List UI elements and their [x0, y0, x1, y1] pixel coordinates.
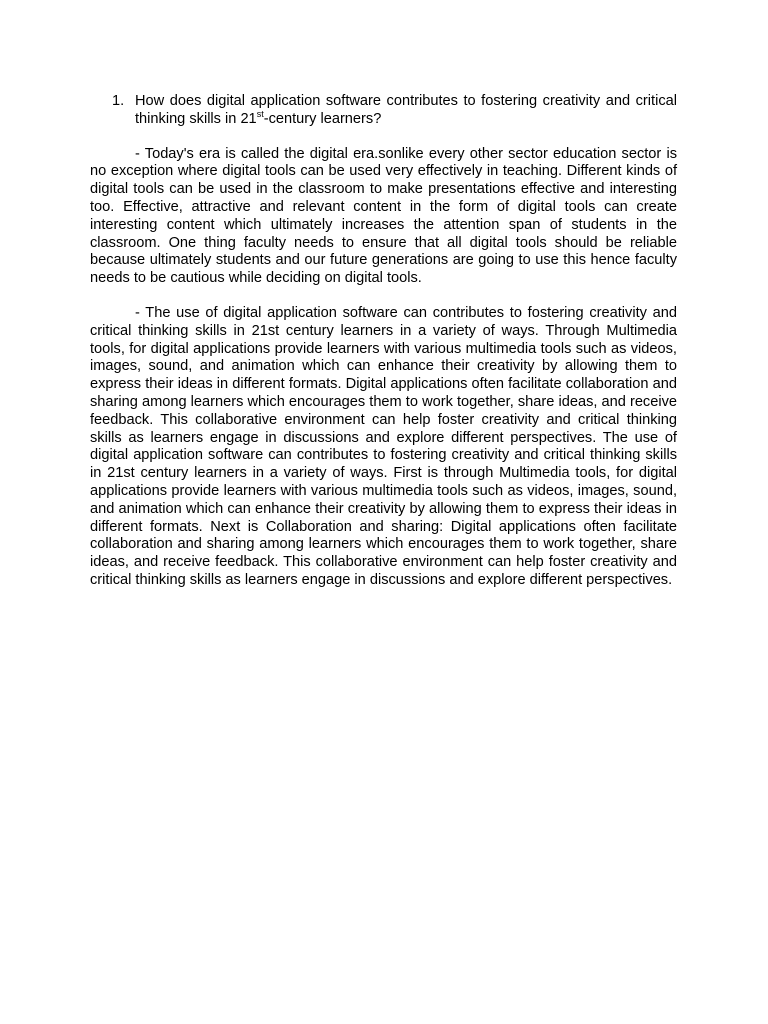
question-item: [90, 93, 677, 129]
question-text-superscript: st: [256, 108, 264, 119]
question-text-main: How does digital application software contributes to fostering creativity and critical thinking skills in 21: [135, 93, 677, 127]
question-number: 1.: [112, 93, 125, 109]
question-text: [135, 93, 677, 129]
answer-paragraph-1: - Today's era is called the digital era.sonlike every other sector education sector is no exception where digital tools can be used very effectively in teaching. Different kinds of digital tools can be used in the classroom to make presentations effective and interesting too. Effective, attractive and relevant content in the form of digital tools can create interesting content which ultimately increases the attention span of students in the classroom. One thing faculty needs to ensure that all digital tools should be reliable because ultimately students and our future generations are going to use this hence faculty needs to be cautious while deciding on digital tools.: [90, 145, 677, 287]
answer-paragraph-2: - The use of digital application software can contributes to fostering creativity and critical thinking skills in 21st century learners in a variety of ways. Through Multimedia tools, for digital applications provide learners with various multimedia tools such as videos, images, sound, and animation which can enhance their creativity by allowing them to express their ideas in different formats. Digital applications often facilitate collaboration and sharing among learners which encourages them to work together, share ideas, and receive feedback. This collaborative environment can help foster creativity and critical thinking skills as learners engage in discussions and explore different perspectives. The use of digital application software can contributes to fostering creativity and critical thinking skills in 21st century learners in a variety of ways. First is through Multimedia tools, for digital applications provide learners with various multimedia tools such as videos, images, sound, and animation which can enhance their creativity by allowing them to express their ideas in different formats. Next is Collaboration and sharing: Digital applications often facilitate collaboration and sharing among learners which encourages them to work together, share ideas, and receive feedback. This collaborative environment can help foster creativity and critical thinking skills as learners engage in discussions and explore different perspectives.: [90, 304, 677, 588]
question-text-end: -century learners?: [263, 110, 382, 127]
document-body: [90, 93, 677, 607]
